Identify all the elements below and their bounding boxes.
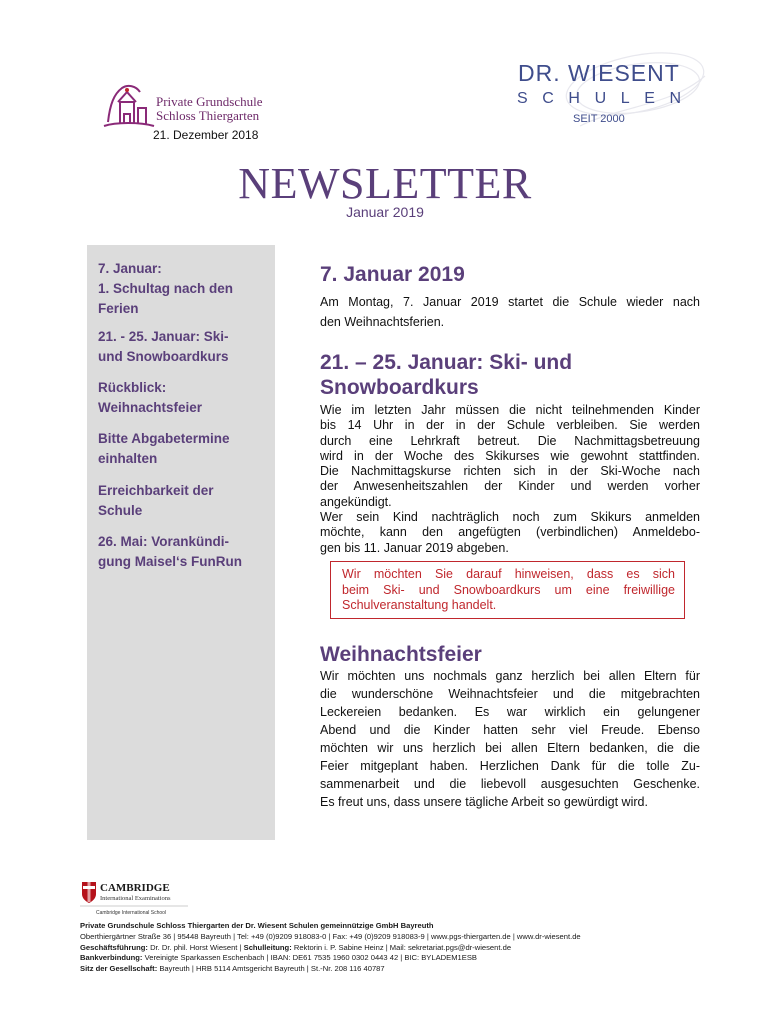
cambridge-logo [80, 880, 270, 920]
toc-item-first-day: 7. Januar: 1. Schultag nach den Ferien [98, 261, 234, 316]
toc-item-ski-course: 21. - 25. Januar: Ski- und Snowboardkurs [98, 329, 229, 364]
footer-bank-value: Vereinigte Sparkassen Eschenbach | IBAN: DE61 7535 1960 0302 0443 42 | BIC: BYLADEM1ESB [144, 953, 477, 963]
footer-principal-label: Schulleitung: [243, 942, 292, 952]
text-line: Wer sein Kind nachträglich noch zum Skikurs anmelden [320, 510, 700, 525]
notice-line: beim Ski- und Snowboardkurs um eine freiwillige [342, 582, 675, 597]
footer-seat-value: Bayreuth | HRB 5114 Amtsgericht Bayreuth | St.-Nr. 208 116 40787 [159, 964, 385, 974]
page-title: NEWSLETTER [238, 159, 532, 208]
footer-principal-value: Rektorin i. P. Sabine Heinz | Mail: sekretariat.pgs@dr-wiesent.de [293, 942, 512, 952]
text-line: sammenarbeit und die liebevoll ausgesuchten Geschenke. [320, 777, 700, 791]
text-line: Abend und die Kinder hatten sehr viel Freude. Ebenso [320, 723, 700, 737]
text-line: möchte, kann den angefügten (verbindlichen) Anmeldebo- [320, 525, 700, 540]
school-name-line2: Schloss Thiergarten [156, 108, 260, 123]
section-body-christmas [320, 667, 700, 811]
section-body-ski-course [320, 403, 700, 556]
group-logo-subtitle: SCHULEN [517, 90, 696, 107]
section-body-first-day [320, 292, 700, 332]
footer-management-value: Dr. Dr. phil. Horst Wiesent [150, 942, 238, 952]
text-line: Feier mitgeplant haben. Herzlichen Dank für die tolle Zu- [320, 759, 700, 773]
text-line: Es freut uns, dass unsere tägliche Arbeit so gewürdigt wird. [320, 795, 648, 809]
text-line: gen bis 11. Januar 2019 abgeben. [320, 540, 509, 555]
text-line: Leckereien bedanken. Es war wirklich ein gelungener [320, 705, 700, 719]
school-castle-logo [100, 78, 158, 136]
section-heading-ski-course: 21. – 25. Januar: Ski- und Snowboardkurs [320, 351, 573, 399]
cambridge-school: Cambridge International School [96, 910, 167, 916]
text-line: möchten wir uns herzlich bei allen Eltern bedanken, die die [320, 741, 700, 755]
toc-item-deadlines: Bitte Abgabetermine einhalten [98, 431, 230, 466]
footer-address-line: Oberthiergärtner Straße 36 | 95448 Bayreuth | Tel: +49 (0)9209 918083-0 | Fax: +49 (0)9209 918083-9 | www.pgs-thiergarten.de | www.dr-wiesent.de [80, 931, 581, 941]
text-line: bis 14 Uhr in der in der Schule verbleiben. Sie werden [320, 418, 700, 433]
text-line: Wie im letzten Jahr müssen die nicht teilnehmenden Kinder [320, 403, 700, 417]
issue-date: 21. Dezember 2018 [153, 128, 259, 142]
notice-text [342, 567, 675, 614]
text-line: die wunderschöne Weihnachtsfeier und die mitgebrachten [320, 687, 700, 701]
notice-line: Wir möchten Sie darauf hinweisen, dass es sich [342, 567, 675, 581]
sidebar-toc [87, 245, 275, 840]
group-logo-since: SEIT 2000 [573, 113, 625, 125]
text-line: durch eine Lehrkraft betreut. Die Nachmittagsbetreuung [320, 433, 700, 448]
school-name [156, 95, 263, 123]
text-line: der Anwesenheitszahlen der Kinder und werden vorher [320, 479, 700, 494]
page-footer: Private Grundschule Schloss Thiergarten der Dr. Wiesent Schulen gemeinnützige GmbH Bayreuth Oberthiergärtner Straße 36 | 95448 Bayreuth | Tel: +49 (0)9209 918083-0 | Fax: +49 (0)9209 918083-9 | www.pgs-thiergarten.de | www.dr-wiesent.de Geschäftsführung: Dr. Dr. phil. Horst Wiesent | Schulleitung: Rektorin i. P. Sabine Heinz | Mail: sekretariat.pgs@dr-wiesent.de Bankverbindung: Vereinigte Sparkassen Eschenbach | IBAN: DE61 7535 1960 0302 0443 42 | BIC: BYLADEM1ESB Sitz der Gesellschaft: Bayreuth | HRB 5114 Amtsgericht Bayreuth | St.-Nr. 208 116 40787 [80, 921, 720, 975]
text-line: den Weihnachtsferien. [320, 315, 445, 329]
footer-bank-label: Bankverbindung: [80, 953, 143, 963]
text-line: Am Montag, 7. Januar 2019 startet die Schule wieder nach [320, 295, 700, 309]
newsletter-month: Januar 2019 [346, 204, 424, 220]
school-name-line1: Private Grundschule [156, 94, 263, 109]
cambridge-shield-icon [82, 882, 96, 903]
text-line: angekündigt. [320, 494, 392, 509]
section-heading-first-day: 7. Januar 2019 [320, 263, 465, 286]
text-line: wird in der Woche des Skikurses wie gewohnt stattfinden. [320, 448, 700, 463]
cambridge-name: CAMBRIDGE [100, 882, 170, 894]
cambridge-sub: International Examinations [100, 895, 171, 902]
notice-box [330, 561, 685, 619]
toc-item-contact: Erreichbarkeit der Schule [98, 483, 214, 518]
footer-management-label: Geschäftsführung: [80, 942, 148, 952]
toc-item-christmas-review: Rückblick: Weihnachtsfeier [98, 380, 203, 415]
toc-item-funrun: 26. Mai: Vorankündi- gung Maisel‘s FunRun [98, 534, 242, 569]
text-line: Wir möchten uns nochmals ganz herzlich bei allen Eltern für [320, 669, 700, 683]
group-logo-title: DR. WIESENT [518, 60, 680, 86]
footer-org-line: Private Grundschule Schloss Thiergarten der Dr. Wiesent Schulen gemeinnützige GmbH Bayreuth [80, 921, 434, 930]
text-line: Die Nachmittagskurse richten sich in der Ski-Woche nach [320, 464, 700, 479]
section-heading-christmas: Weihnachtsfeier [320, 643, 482, 666]
footer-seat-label: Sitz der Gesellschaft: [80, 964, 158, 974]
notice-line: Schulveranstaltung handelt. [342, 598, 497, 612]
